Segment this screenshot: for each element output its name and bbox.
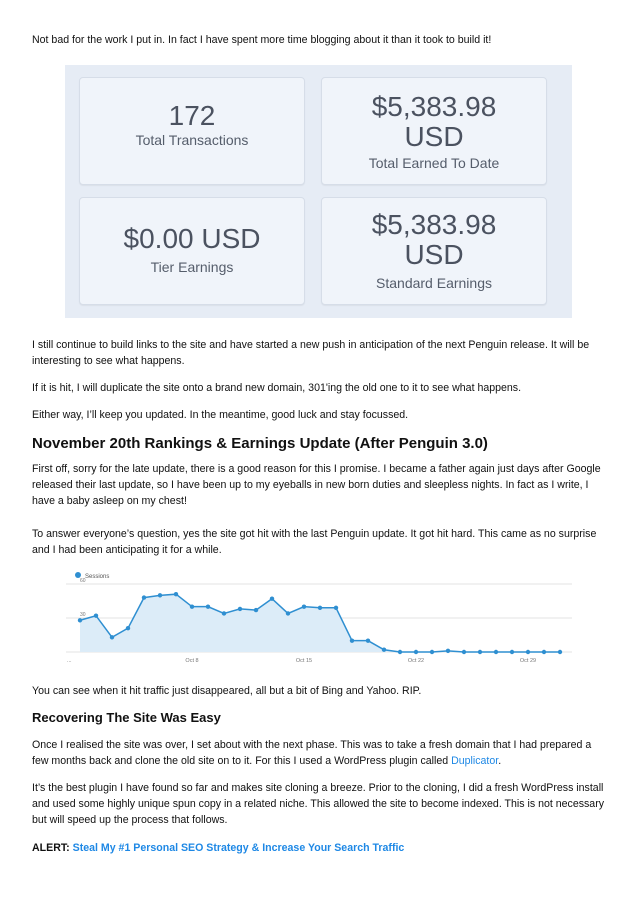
earnings-stats-panel — [65, 65, 572, 318]
standard-label: Standard Earnings — [376, 275, 492, 291]
data-point — [270, 597, 274, 601]
data-point — [542, 650, 546, 654]
x-tick-label: ... — [67, 658, 72, 664]
data-point — [254, 608, 258, 612]
data-point — [126, 626, 130, 630]
x-tick-label: Oct 29 — [519, 658, 537, 664]
links-paragraph: I still continue to build links to the site and have started a new push in anticipation of the next Penguin release. It will be interesting to see what happens. — [32, 339, 590, 367]
sessions-chart-svg — [66, 570, 572, 666]
alert-label: ALERT: — [32, 842, 70, 854]
y-tick-label: 60 — [80, 578, 86, 584]
tier-earnings-card — [79, 197, 305, 305]
standard-value: $5,383.98 — [371, 209, 497, 240]
data-point — [94, 614, 98, 618]
data-point — [78, 618, 82, 622]
total-transactions-card — [79, 77, 305, 185]
intro-paragraph: Not bad for the work I put in. In fact I have spent more time blogging about it than it took to build it! — [32, 34, 492, 46]
realised-text: Once I realised the site was over, I set about with the next phase. This was to take a fresh domain that I had prepared a few months back and clone the old site on to it. For this I used a WordPress plugin called — [32, 739, 592, 767]
data-point — [318, 606, 322, 610]
tier-label: Tier Earnings — [150, 259, 234, 275]
standard-earnings-card — [321, 197, 547, 305]
update-heading: November 20th Rankings & Earnings Update (After Penguin 3.0) — [32, 435, 488, 452]
x-tick-label: Oct 15 — [295, 658, 313, 664]
traffic-paragraph: You can see when it hit traffic just disappeared, all but a bit of Bing and Yahoo. RIP. — [32, 685, 422, 697]
earned-label: Total Earned To Date — [368, 155, 500, 171]
data-point — [174, 592, 178, 596]
data-point — [350, 638, 354, 642]
legend-label: Sessions — [85, 574, 110, 580]
total-earned-card — [321, 77, 547, 185]
sessions-chart — [66, 570, 572, 666]
realised-paragraph — [32, 737, 608, 769]
duplicate-paragraph: If it is hit, I will duplicate the site onto a brand new domain, 301'ing the old one to it to see what happens. — [32, 382, 522, 394]
standard-currency: USD — [404, 239, 464, 270]
answer-paragraph: To answer everyone’s question, yes the site got hit with the last Penguin update. It got hit hard. This came as no surprise and I had been anticipating it for a while. — [32, 528, 597, 556]
duplicator-link[interactable]: Duplicator — [451, 755, 499, 767]
data-point — [414, 650, 418, 654]
data-point — [558, 650, 562, 654]
realised-end: . — [498, 755, 502, 767]
data-point — [430, 650, 434, 654]
data-point — [286, 611, 290, 615]
panel-edge — [571, 65, 572, 318]
x-tick-label: Oct 22 — [407, 658, 425, 664]
data-point — [222, 611, 226, 615]
data-point — [494, 650, 498, 654]
recover-heading: Recovering The Site Was Easy — [32, 710, 221, 725]
data-point — [366, 638, 370, 642]
data-point — [334, 606, 338, 610]
data-point — [398, 650, 402, 654]
transactions-value: 172 — [168, 100, 216, 131]
transactions-label: Total Transactions — [135, 132, 249, 148]
x-tick-label: Oct 8 — [185, 658, 199, 664]
alert-paragraph — [32, 840, 608, 856]
data-point — [462, 650, 466, 654]
data-point — [446, 649, 450, 653]
data-point — [238, 607, 242, 611]
data-point — [110, 635, 114, 639]
seo-strategy-link[interactable]: Steal My #1 Personal SEO Strategy & Increase Your Search Traffic — [72, 842, 405, 854]
data-point — [382, 648, 386, 652]
y-tick-label: 30 — [80, 612, 86, 618]
data-point — [206, 604, 210, 608]
sorry-paragraph: First off, sorry for the late update, there is a good reason for this I promise. I became a father again just days after Google released their last update, so I have been up to my eyeballs in new born duties and sleepless nights. In fact as I write, I have a baby asleep on my chest! — [32, 463, 601, 507]
data-point — [526, 650, 530, 654]
earned-value: $5,383.98 — [371, 91, 497, 122]
sessions-area — [80, 594, 560, 652]
either-way-paragraph: Either way, I’ll keep you updated. In the meantime, good luck and stay focussed. — [32, 409, 409, 421]
best-plugin-paragraph: It’s the best plugin I have found so far and makes site cloning a breeze. Prior to the cloning, I did a fresh WordPress install and used some highly unique spun copy in a related niche. This allowed the site to become indexed. This is not necessary but will speed up the process that follows. — [32, 782, 605, 826]
tier-value: $0.00 USD — [123, 223, 261, 254]
earned-currency: USD — [404, 121, 464, 152]
data-point — [142, 595, 146, 599]
data-point — [478, 650, 482, 654]
data-point — [510, 650, 514, 654]
data-point — [158, 593, 162, 597]
data-point — [190, 604, 194, 608]
data-point — [302, 604, 306, 608]
